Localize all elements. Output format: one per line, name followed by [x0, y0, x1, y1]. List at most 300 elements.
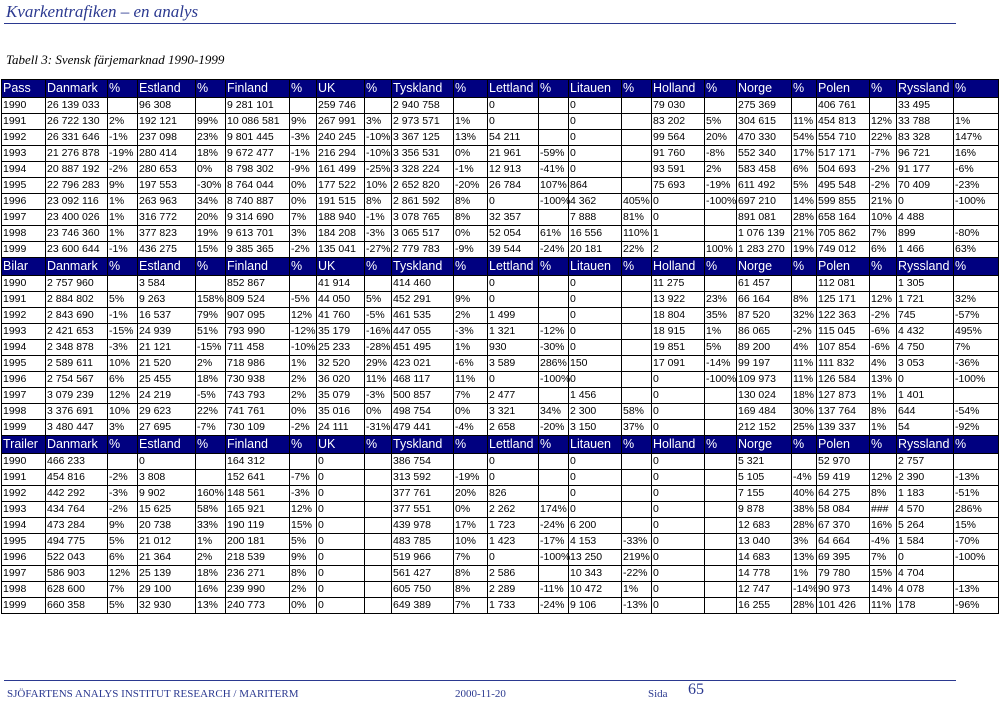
data-cell: 19 851	[652, 340, 705, 356]
data-cell: 0%	[454, 404, 488, 420]
data-cell: 0	[569, 454, 622, 470]
data-cell: 22%	[196, 404, 226, 420]
data-cell: 87 520	[737, 308, 792, 324]
data-cell: -24%	[539, 518, 569, 534]
data-cell: 5 264	[897, 518, 954, 534]
data-cell	[622, 518, 652, 534]
data-cell: -6%	[954, 162, 999, 178]
data-cell: -100%	[539, 194, 569, 210]
data-cell: 112 081	[817, 276, 870, 292]
data-cell: 2%	[290, 582, 317, 598]
data-cell: 16 556	[569, 226, 622, 242]
data-cell: 18%	[792, 388, 817, 404]
data-cell	[539, 566, 569, 582]
data-cell: 28%	[792, 598, 817, 614]
data-cell: 2%	[454, 308, 488, 324]
column-header: %	[196, 436, 226, 454]
column-header: Tyskland	[392, 80, 454, 98]
column-header: UK	[317, 80, 365, 98]
data-cell: 11%	[792, 356, 817, 372]
data-cell: 40%	[792, 486, 817, 502]
column-header: %	[108, 436, 138, 454]
data-cell: 1 466	[897, 242, 954, 258]
data-cell: -28%	[365, 340, 392, 356]
data-cell: 0	[488, 550, 539, 566]
data-cell: 66 164	[737, 292, 792, 308]
data-cell: 2%	[196, 550, 226, 566]
data-cell: 0	[317, 582, 365, 598]
data-cell	[365, 486, 392, 502]
data-cell: 110%	[622, 226, 652, 242]
data-cell	[196, 98, 226, 114]
data-cell: 6%	[108, 550, 138, 566]
data-cell: -2%	[108, 162, 138, 178]
data-cell: 35 079	[317, 388, 365, 404]
year-cell: 1992	[2, 486, 46, 502]
data-cell: 3 053	[897, 356, 954, 372]
data-cell: 1 283 270	[737, 242, 792, 258]
table-row	[2, 388, 999, 404]
data-cell: -2%	[792, 324, 817, 340]
data-cell: -3%	[290, 130, 317, 146]
column-header: %	[705, 258, 737, 276]
data-cell: 0	[488, 98, 539, 114]
year-cell: 1994	[2, 340, 46, 356]
data-cell: -41%	[539, 162, 569, 178]
table-row	[2, 550, 999, 566]
data-cell: 99%	[196, 114, 226, 130]
data-cell: 8%	[454, 582, 488, 598]
data-cell: 41 760	[317, 308, 365, 324]
data-cell: 439 978	[392, 518, 454, 534]
data-cell: 96 721	[897, 146, 954, 162]
data-cell: 12 913	[488, 162, 539, 178]
data-cell: 25 233	[317, 340, 365, 356]
data-cell: 2 477	[488, 388, 539, 404]
data-cell: 454 816	[46, 470, 108, 486]
data-cell: 1%	[108, 226, 138, 242]
data-cell: 21 961	[488, 146, 539, 162]
data-cell: 267 991	[317, 114, 365, 130]
column-header: %	[792, 80, 817, 98]
data-cell: 61%	[539, 226, 569, 242]
data-cell: 1 321	[488, 324, 539, 340]
data-cell: 907 095	[226, 308, 290, 324]
data-cell: -14%	[705, 356, 737, 372]
data-cell: 11%	[365, 372, 392, 388]
data-cell: 32%	[954, 292, 999, 308]
data-cell: 473 284	[46, 518, 108, 534]
data-cell	[622, 340, 652, 356]
data-cell: 75 693	[652, 178, 705, 194]
table-body	[2, 80, 999, 614]
data-cell: 23%	[196, 130, 226, 146]
data-cell: 190 119	[226, 518, 290, 534]
data-cell: 165 921	[226, 502, 290, 518]
data-cell: 0	[897, 550, 954, 566]
data-cell: -13%	[954, 470, 999, 486]
data-cell: ###	[870, 502, 897, 518]
column-header: Estland	[138, 258, 196, 276]
data-cell: 0%	[290, 598, 317, 614]
data-cell: 63%	[954, 242, 999, 258]
data-cell: 304 615	[737, 114, 792, 130]
data-cell: 122 363	[817, 308, 870, 324]
data-cell: -4%	[792, 470, 817, 486]
column-header: Danmark	[46, 80, 108, 98]
data-cell: 20 887 192	[46, 162, 108, 178]
data-cell	[705, 566, 737, 582]
data-cell: -9%	[454, 242, 488, 258]
data-cell: 32 930	[138, 598, 196, 614]
data-cell: 0%	[454, 502, 488, 518]
year-cell: 1990	[2, 276, 46, 292]
data-cell: 28%	[792, 210, 817, 226]
data-cell	[705, 598, 737, 614]
data-cell: -96%	[954, 598, 999, 614]
year-cell: 1994	[2, 518, 46, 534]
data-cell: 212 152	[737, 420, 792, 436]
data-cell: -1%	[108, 308, 138, 324]
column-header: %	[539, 80, 569, 98]
data-cell	[705, 454, 737, 470]
data-cell: 1%	[108, 194, 138, 210]
data-cell: 0	[652, 372, 705, 388]
table-row	[2, 502, 999, 518]
data-cell: 64 664	[817, 534, 870, 550]
data-cell: 470 330	[737, 130, 792, 146]
data-cell	[870, 454, 897, 470]
data-cell: 2%	[705, 162, 737, 178]
column-header: %	[705, 80, 737, 98]
data-cell: 749 012	[817, 242, 870, 258]
data-cell: 54	[897, 420, 954, 436]
data-cell: 4%	[792, 340, 817, 356]
data-cell: 15%	[870, 566, 897, 582]
data-cell: 4 570	[897, 502, 954, 518]
data-cell	[539, 210, 569, 226]
data-cell: -5%	[290, 292, 317, 308]
footer-date: 2000-11-20	[455, 688, 506, 700]
column-header: Polen	[817, 80, 870, 98]
data-cell: 20%	[454, 486, 488, 502]
data-cell: 9%	[290, 114, 317, 130]
column-header: Norge	[737, 80, 792, 98]
table-row	[2, 324, 999, 340]
data-cell: 15 625	[138, 502, 196, 518]
data-cell: 9 878	[737, 502, 792, 518]
data-cell: -2%	[290, 242, 317, 258]
column-header: Ryssland	[897, 258, 954, 276]
data-cell: 3 376 691	[46, 404, 108, 420]
column-header: Estland	[138, 80, 196, 98]
data-cell: 164 312	[226, 454, 290, 470]
data-cell: 461 535	[392, 308, 454, 324]
data-cell: 451 495	[392, 340, 454, 356]
data-cell: 11%	[792, 114, 817, 130]
year-cell: 1998	[2, 582, 46, 598]
table-row	[2, 518, 999, 534]
data-cell: 0	[488, 276, 539, 292]
data-cell: -20%	[539, 420, 569, 436]
column-header: %	[792, 258, 817, 276]
data-cell: 1%	[108, 210, 138, 226]
data-cell: 184 208	[317, 226, 365, 242]
data-cell: 91 760	[652, 146, 705, 162]
data-cell: 280 653	[138, 162, 196, 178]
data-cell: 25 455	[138, 372, 196, 388]
data-cell: 36 020	[317, 372, 365, 388]
data-cell: 0	[652, 194, 705, 210]
column-header: %	[365, 436, 392, 454]
data-cell: 21 520	[138, 356, 196, 372]
data-cell: 19%	[196, 226, 226, 242]
table-row	[2, 372, 999, 388]
data-cell: 605 750	[392, 582, 454, 598]
data-cell: 1%	[622, 582, 652, 598]
column-header: %	[108, 80, 138, 98]
data-cell: 2 390	[897, 470, 954, 486]
data-cell	[290, 276, 317, 292]
data-cell: 1%	[290, 356, 317, 372]
column-header: Finland	[226, 436, 290, 454]
header-rule	[4, 23, 956, 24]
data-cell: 826	[488, 486, 539, 502]
data-cell: -4%	[870, 534, 897, 550]
table-row	[2, 420, 999, 436]
column-header: %	[954, 436, 999, 454]
data-cell: 7%	[454, 598, 488, 614]
data-cell: 0	[488, 454, 539, 470]
table-row	[2, 454, 999, 470]
data-cell: 33 788	[897, 114, 954, 130]
data-cell: -6%	[870, 340, 897, 356]
data-cell: 12 747	[737, 582, 792, 598]
data-cell: 52 970	[817, 454, 870, 470]
table-row	[2, 308, 999, 324]
data-cell: 147%	[954, 130, 999, 146]
column-header: %	[454, 436, 488, 454]
data-cell: 611 492	[737, 178, 792, 194]
data-cell: 188 940	[317, 210, 365, 226]
data-cell	[622, 178, 652, 194]
data-cell: -2%	[290, 420, 317, 436]
data-cell: 6 200	[569, 518, 622, 534]
data-cell: 5 105	[737, 470, 792, 486]
data-cell: -5%	[365, 308, 392, 324]
data-cell: -19%	[108, 146, 138, 162]
data-cell: 561 427	[392, 566, 454, 582]
data-cell	[622, 114, 652, 130]
year-cell: 1998	[2, 404, 46, 420]
data-cell: -59%	[539, 146, 569, 162]
data-cell: 0%	[454, 226, 488, 242]
data-cell: 414 460	[392, 276, 454, 292]
data-cell: 2 289	[488, 582, 539, 598]
data-cell	[196, 470, 226, 486]
data-cell	[539, 388, 569, 404]
data-cell: 2 779 783	[392, 242, 454, 258]
data-cell: 0	[569, 98, 622, 114]
footer-organization: SJÖFARTENS ANALYS INSTITUT RESEARCH / MARITERM	[7, 688, 299, 700]
data-cell: 7 888	[569, 210, 622, 226]
data-cell: 3 356 531	[392, 146, 454, 162]
data-cell: 12%	[108, 388, 138, 404]
data-cell: 10 086 581	[226, 114, 290, 130]
data-cell: 0	[488, 470, 539, 486]
data-cell: 169 484	[737, 404, 792, 420]
data-cell	[196, 454, 226, 470]
data-cell: 2%	[290, 372, 317, 388]
data-cell: 8 740 887	[226, 194, 290, 210]
data-cell: 9 613 701	[226, 226, 290, 242]
data-cell: 0%	[290, 178, 317, 194]
year-cell: 1997	[2, 566, 46, 582]
column-header: %	[454, 80, 488, 98]
data-cell: 8 764 044	[226, 178, 290, 194]
data-cell: 35 016	[317, 404, 365, 420]
data-cell: 35%	[705, 308, 737, 324]
data-cell: 0	[652, 454, 705, 470]
ferry-market-table	[1, 79, 999, 614]
data-cell: 0%	[290, 194, 317, 210]
data-cell: 101 426	[817, 598, 870, 614]
data-cell: 161 499	[317, 162, 365, 178]
data-cell: 10%	[108, 356, 138, 372]
data-cell	[290, 454, 317, 470]
data-cell: 2 652 820	[392, 178, 454, 194]
data-cell: 33 495	[897, 98, 954, 114]
data-cell: 5%	[290, 534, 317, 550]
data-cell: 14 778	[737, 566, 792, 582]
data-cell	[705, 502, 737, 518]
table-row	[2, 356, 999, 372]
data-cell: 240 773	[226, 598, 290, 614]
data-cell: 135 041	[317, 242, 365, 258]
data-cell: 178	[897, 598, 954, 614]
data-cell: 6%	[108, 372, 138, 388]
data-cell: 386 754	[392, 454, 454, 470]
column-header: %	[365, 80, 392, 98]
data-cell	[365, 534, 392, 550]
data-cell: 8%	[454, 210, 488, 226]
data-cell: 377 761	[392, 486, 454, 502]
section-header-row	[2, 436, 999, 454]
data-cell: 1%	[454, 340, 488, 356]
data-cell: -8%	[705, 146, 737, 162]
data-cell: 79 030	[652, 98, 705, 114]
data-cell: -3%	[454, 324, 488, 340]
data-cell: 0	[569, 130, 622, 146]
data-cell: 9%	[454, 292, 488, 308]
data-cell: 1	[652, 226, 705, 242]
data-cell: 125 171	[817, 292, 870, 308]
data-cell: -4%	[454, 420, 488, 436]
data-cell: 16%	[870, 518, 897, 534]
data-cell: 90 973	[817, 582, 870, 598]
data-cell	[622, 146, 652, 162]
data-cell: 0%	[290, 404, 317, 420]
column-header: %	[196, 258, 226, 276]
data-cell: 13%	[454, 130, 488, 146]
data-cell: -3%	[365, 226, 392, 242]
column-header: Lettland	[488, 80, 539, 98]
data-cell: 436 275	[138, 242, 196, 258]
year-cell: 1991	[2, 114, 46, 130]
column-header: Finland	[226, 80, 290, 98]
data-cell: -9%	[290, 162, 317, 178]
data-cell: 20 738	[138, 518, 196, 534]
data-cell: 5%	[792, 178, 817, 194]
data-cell: 2%	[196, 356, 226, 372]
data-cell	[622, 470, 652, 486]
data-cell: 2 754 567	[46, 372, 108, 388]
data-cell: -7%	[290, 470, 317, 486]
data-cell: 498 754	[392, 404, 454, 420]
data-cell: 2 348 878	[46, 340, 108, 356]
data-cell: 3 589	[488, 356, 539, 372]
data-cell: 658 164	[817, 210, 870, 226]
data-cell: 0	[138, 454, 196, 470]
data-cell: 1 456	[569, 388, 622, 404]
data-cell: 115 045	[817, 324, 870, 340]
column-header: %	[622, 436, 652, 454]
data-cell	[365, 550, 392, 566]
data-cell: 5 321	[737, 454, 792, 470]
data-cell: 1 584	[897, 534, 954, 550]
year-cell: 1999	[2, 420, 46, 436]
data-cell	[622, 98, 652, 114]
data-cell: 9 902	[138, 486, 196, 502]
data-cell	[792, 454, 817, 470]
data-cell: 3 480 447	[46, 420, 108, 436]
data-cell: 3 367 125	[392, 130, 454, 146]
data-cell: 81%	[622, 210, 652, 226]
data-cell: 0	[569, 276, 622, 292]
data-cell	[454, 276, 488, 292]
data-cell: -27%	[365, 242, 392, 258]
data-cell: 58%	[196, 502, 226, 518]
data-cell: -36%	[954, 356, 999, 372]
table-row	[2, 470, 999, 486]
data-cell: 0	[317, 566, 365, 582]
data-cell: 70 409	[897, 178, 954, 194]
data-cell: -54%	[954, 404, 999, 420]
data-cell	[539, 292, 569, 308]
data-cell: 13%	[196, 598, 226, 614]
data-cell: 64 275	[817, 486, 870, 502]
table-row	[2, 340, 999, 356]
data-cell: 1 401	[897, 388, 954, 404]
data-cell: 745	[897, 308, 954, 324]
data-cell: 16 537	[138, 308, 196, 324]
data-cell: 54%	[792, 130, 817, 146]
data-cell: 61 457	[737, 276, 792, 292]
data-cell: 93 591	[652, 162, 705, 178]
data-cell: 12%	[870, 470, 897, 486]
data-cell: 0	[569, 470, 622, 486]
data-cell: 33%	[196, 518, 226, 534]
data-cell: 0	[652, 566, 705, 582]
data-cell: 89 200	[737, 340, 792, 356]
data-cell: 4 153	[569, 534, 622, 550]
data-cell: -5%	[196, 388, 226, 404]
data-cell: 3 808	[138, 470, 196, 486]
table-caption: Tabell 3: Svensk färjemarknad 1990-1999	[6, 52, 225, 67]
data-cell	[365, 502, 392, 518]
data-cell: 6%	[870, 242, 897, 258]
data-cell: 7%	[954, 340, 999, 356]
